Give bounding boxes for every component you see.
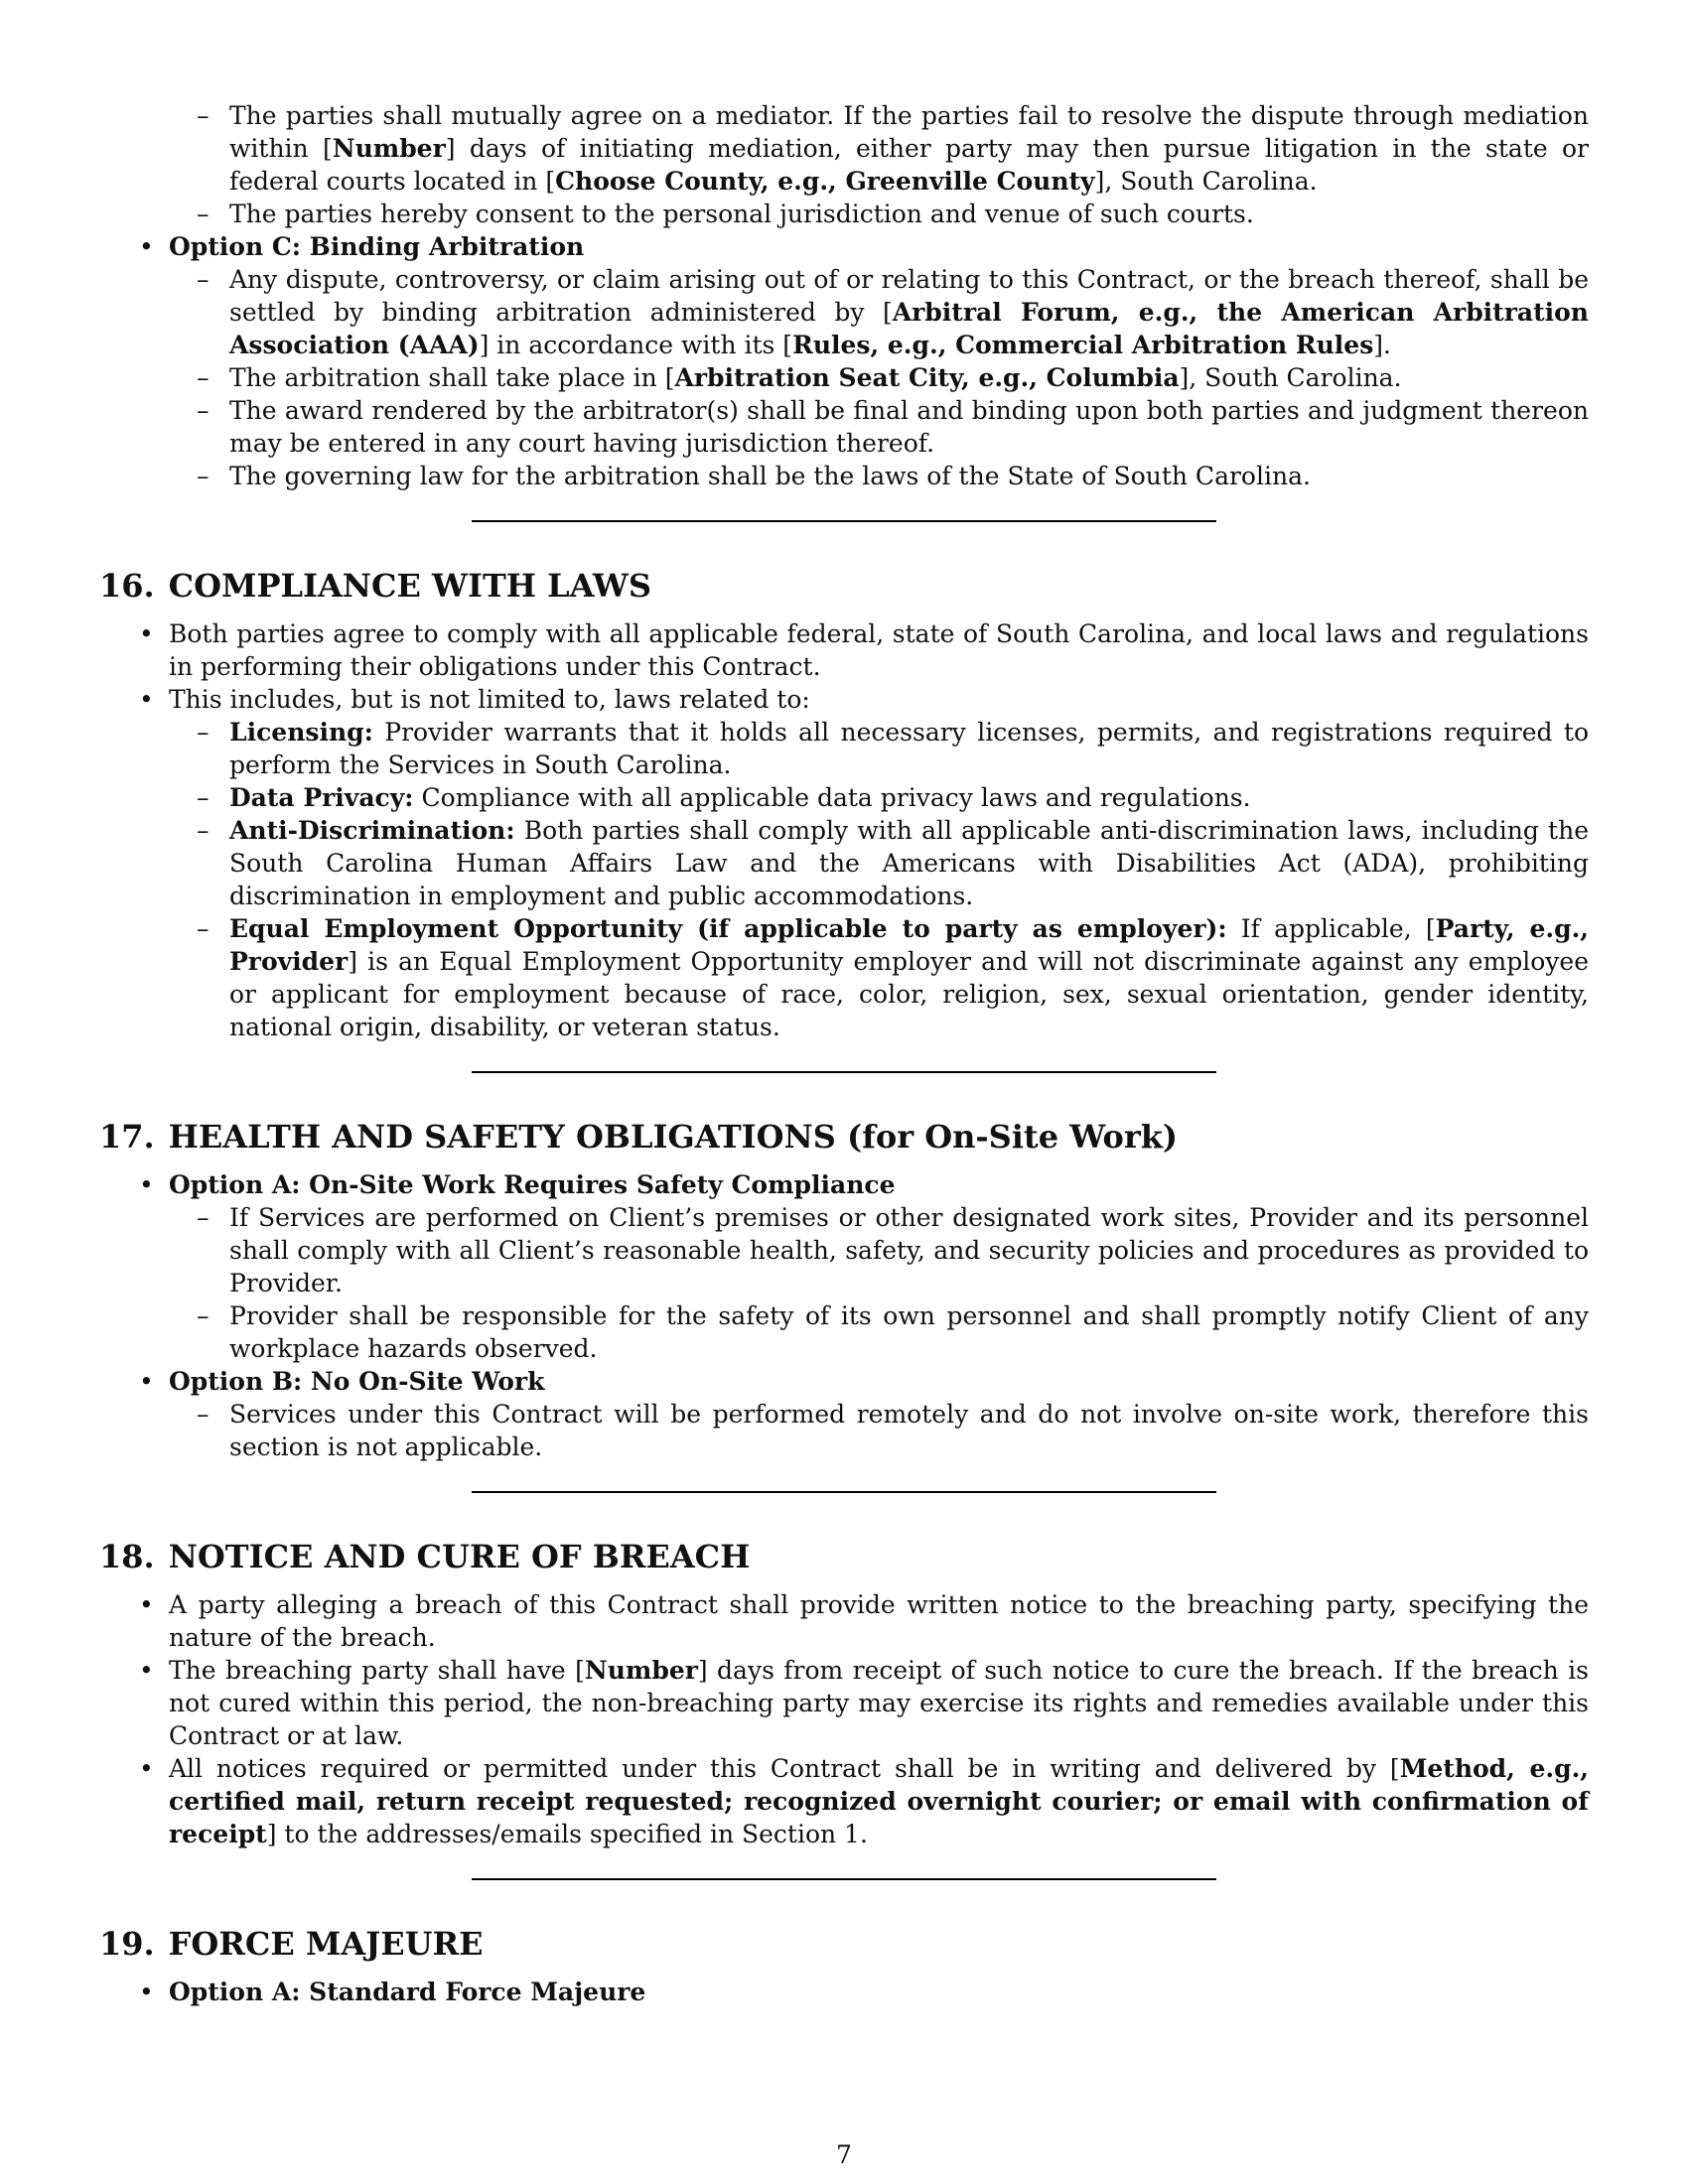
compliance-paragraph: • Both parties agree to comply with all applicable federal, state of South Carolina, and local laws and regulations in performing their obligations under this Contract. bbox=[99, 617, 1589, 683]
placeholder-seat-city: Arbitration Seat City, e.g., Columbia bbox=[674, 363, 1180, 392]
personnel-safety-item: – Provider shall be responsible for the safety of its own personnel and shall promptly notify Client of any workplace hazards observed. bbox=[99, 1299, 1589, 1365]
option-b-heading: • Option B: No On-Site Work bbox=[99, 1365, 1589, 1398]
page-content bbox=[99, 99, 1589, 2008]
section-divider bbox=[472, 520, 1216, 522]
mediation-clause: – The parties shall mutually agree on a mediator. If the parties fail to resolve the dispute through mediation within [Number] days of initiating mediation, either party may then pursue litigation in the state or federal courts located in [Choose County, e.g., Greenville County], South Carolina. bbox=[99, 99, 1589, 198]
force-majeure-option-a: • Option A: Standard Force Majeure bbox=[99, 1976, 1589, 2008]
section-18-heading: 18. NOTICE AND CURE OF BREACH bbox=[99, 1538, 751, 1575]
option-c-heading: • Option C: Binding Arbitration bbox=[99, 230, 1589, 263]
award-clause: – The award rendered by the arbitrator(s) shall be final and binding upon both parties and judgment thereon may be entered in any court having jurisdiction thereof. bbox=[99, 394, 1589, 460]
section-divider bbox=[472, 1071, 1216, 1073]
placeholder-number: Number bbox=[332, 134, 446, 163]
section-divider bbox=[472, 1491, 1216, 1493]
placeholder-county: Choose County, e.g., Greenville County bbox=[555, 167, 1095, 196]
breach-notice-item: • A party alleging a breach of this Contract shall provide written notice to the breaching party, specifying the nature of the breach. bbox=[99, 1588, 1589, 1654]
anti-discrimination-item: – Anti-Discrimination: Both parties shall comply with all applicable anti-discrimination laws, including the South Carolina Human Affairs Law and the Americans with Disabilities Act (ADA), prohibiting discrimination in employment and public accommodations. bbox=[99, 814, 1589, 912]
placeholder-rules: Rules, e.g., Commercial Arbitration Rules bbox=[792, 331, 1374, 359]
notice-delivery-item: • All notices required or permitted under this Contract shall be in writing and delivered by [Method, e.g., certified mail, return receipt requested; recognized overnight courier; or email with confirmation of receipt] to the addresses/emails specified in Section 1. bbox=[99, 1752, 1589, 1850]
placeholder-forum: Arbitral Forum, e.g., the American Arbitration Association (AAA) bbox=[229, 298, 1589, 359]
remote-work-item: – Services under this Contract will be performed remotely and do not involve on-site work, therefore this section is not applicable. bbox=[99, 1398, 1589, 1463]
placeholder-party: Party, e.g., Provider bbox=[229, 914, 1589, 976]
cure-period-item: • The breaching party shall have [Number] days from receipt of such notice to cure the breach. If the breach is not cured within this period, the non-breaching party may exercise its rights and remedies available under this Contract or at law. bbox=[99, 1654, 1589, 1752]
licensing-item: – Licensing: Provider warrants that it holds all necessary licenses, permits, and registrations required to perform the Services in South Carolina. bbox=[99, 716, 1589, 781]
section-divider bbox=[472, 1878, 1216, 1880]
governing-law-clause: – The governing law for the arbitration shall be the laws of the State of South Carolina. bbox=[99, 460, 1589, 492]
arbitration-clause: – Any dispute, controversy, or claim arising out of or relating to this Contract, or the breach thereof, shall be settled by binding arbitration administered by [Arbitral Forum, e.g., the American Arbitration Association (AAA)] in accordance with its [Rules, e.g., Commercial Arbitration Rules]. bbox=[99, 263, 1589, 361]
data-privacy-item: – Data Privacy: Compliance with all applicable data privacy laws and regulations. bbox=[99, 781, 1589, 814]
page-number: 7 bbox=[836, 2140, 852, 2169]
section-19-heading: 19. FORCE MAJEURE bbox=[99, 1925, 484, 1963]
section-17-heading: 17. HEALTH AND SAFETY OBLIGATIONS (for On-Site Work) bbox=[99, 1118, 1179, 1156]
consent-clause: – The parties hereby consent to the personal jurisdiction and venue of such courts. bbox=[99, 198, 1589, 230]
eeo-item: – Equal Employment Opportunity (if applicable to party as employer): If applicable, [Party, e.g., Provider] is an Equal Employment Opportunity employer and will not discriminate against any employee or applicant for employment because of race, color, religion, sex, sexual orientation, gender identity, national origin, disability, or veteran status. bbox=[99, 912, 1589, 1043]
arbitration-seat-clause: – The arbitration shall take place in [Arbitration Seat City, e.g., Columbia], South Carolina. bbox=[99, 361, 1589, 394]
compliance-includes: • This includes, but is not limited to, laws related to: bbox=[99, 683, 1589, 716]
placeholder-number: Number bbox=[584, 1656, 698, 1685]
option-a-heading: • Option A: On-Site Work Requires Safety Compliance bbox=[99, 1168, 1589, 1201]
placeholder-method: Method, e.g., certified mail, return receipt requested; recognized overnight courier; or email with confirmation of receipt bbox=[169, 1754, 1589, 1848]
onsite-compliance-item: – If Services are performed on Client’s premises or other designated work sites, Provider and its personnel shall comply with all Client’s reasonable health, safety, and security policies and procedures as provided to Provider. bbox=[99, 1201, 1589, 1299]
section-16-heading: 16. COMPLIANCE WITH LAWS bbox=[99, 567, 651, 605]
